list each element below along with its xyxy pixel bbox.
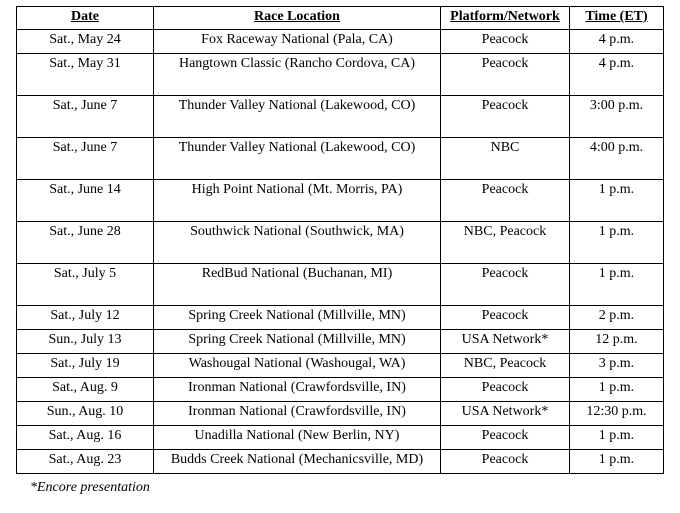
table-row	[17, 402, 664, 426]
location-cell: Budds Creek National (Mechanicsville, MD)	[154, 450, 441, 474]
table-row	[17, 330, 664, 354]
time-cell: 3 p.m.	[570, 354, 664, 378]
time-cell: 1 p.m.	[570, 378, 664, 402]
time-cell: 1 p.m.	[570, 450, 664, 474]
platform-cell: Peacock	[441, 426, 570, 450]
date-cell: Sun., Aug. 10	[17, 402, 154, 426]
time-cell: 4 p.m.	[570, 54, 664, 96]
location-cell: Hangtown Classic (Rancho Cordova, CA)	[154, 54, 441, 96]
header-race-location: Race Location	[154, 7, 441, 30]
platform-cell: USA Network*	[441, 330, 570, 354]
platform-cell: Peacock	[441, 96, 570, 138]
platform-cell: NBC	[441, 138, 570, 180]
date-cell: Sun., July 13	[17, 330, 154, 354]
time-cell: 1 p.m.	[570, 180, 664, 222]
platform-cell: Peacock	[441, 306, 570, 330]
date-cell: Sat., June 7	[17, 138, 154, 180]
table-row	[17, 450, 664, 474]
platform-cell: Peacock	[441, 450, 570, 474]
date-cell: Sat., June 7	[17, 96, 154, 138]
location-cell: Ironman National (Crawfordsville, IN)	[154, 378, 441, 402]
date-cell: Sat., Aug. 16	[17, 426, 154, 450]
location-cell: Spring Creek National (Millville, MN)	[154, 330, 441, 354]
location-cell: Thunder Valley National (Lakewood, CO)	[154, 138, 441, 180]
time-cell: 4:00 p.m.	[570, 138, 664, 180]
table-row	[17, 222, 664, 264]
location-cell: High Point National (Mt. Morris, PA)	[154, 180, 441, 222]
location-cell: Southwick National (Southwick, MA)	[154, 222, 441, 264]
date-cell: Sat., July 12	[17, 306, 154, 330]
date-cell: Sat., May 31	[17, 54, 154, 96]
time-cell: 1 p.m.	[570, 426, 664, 450]
header-platform-network: Platform/Network	[441, 7, 570, 30]
date-cell: Sat., July 19	[17, 354, 154, 378]
table-row	[17, 354, 664, 378]
time-cell: 3:00 p.m.	[570, 96, 664, 138]
platform-cell: Peacock	[441, 54, 570, 96]
header-time: Time (ET)	[570, 7, 664, 30]
table-row	[17, 138, 664, 180]
table-row	[17, 378, 664, 402]
location-cell: Fox Raceway National (Pala, CA)	[154, 30, 441, 54]
table-row	[17, 54, 664, 96]
platform-cell: Peacock	[441, 30, 570, 54]
header-row	[17, 7, 664, 30]
header-date: Date	[17, 7, 154, 30]
location-cell: Spring Creek National (Millville, MN)	[154, 306, 441, 330]
location-cell: Ironman National (Crawfordsville, IN)	[154, 402, 441, 426]
location-cell: Unadilla National (New Berlin, NY)	[154, 426, 441, 450]
platform-cell: Peacock	[441, 264, 570, 306]
table-row	[17, 30, 664, 54]
table-row	[17, 306, 664, 330]
platform-cell: USA Network*	[441, 402, 570, 426]
platform-cell: Peacock	[441, 378, 570, 402]
table-row	[17, 96, 664, 138]
platform-cell: NBC, Peacock	[441, 354, 570, 378]
encore-footnote: *Encore presentation	[30, 480, 150, 495]
date-cell: Sat., Aug. 23	[17, 450, 154, 474]
location-cell: Thunder Valley National (Lakewood, CO)	[154, 96, 441, 138]
table-row	[17, 180, 664, 222]
platform-cell: NBC, Peacock	[441, 222, 570, 264]
date-cell: Sat., July 5	[17, 264, 154, 306]
table-row	[17, 264, 664, 306]
time-cell: 1 p.m.	[570, 264, 664, 306]
date-cell: Sat., June 28	[17, 222, 154, 264]
date-cell: Sat., Aug. 9	[17, 378, 154, 402]
broadcast-schedule-table	[16, 6, 664, 474]
location-cell: Washougal National (Washougal, WA)	[154, 354, 441, 378]
date-cell: Sat., May 24	[17, 30, 154, 54]
date-cell: Sat., June 14	[17, 180, 154, 222]
table-row	[17, 426, 664, 450]
time-cell: 1 p.m.	[570, 222, 664, 264]
platform-cell: Peacock	[441, 180, 570, 222]
time-cell: 2 p.m.	[570, 306, 664, 330]
time-cell: 12 p.m.	[570, 330, 664, 354]
time-cell: 12:30 p.m.	[570, 402, 664, 426]
location-cell: RedBud National (Buchanan, MI)	[154, 264, 441, 306]
time-cell: 4 p.m.	[570, 30, 664, 54]
